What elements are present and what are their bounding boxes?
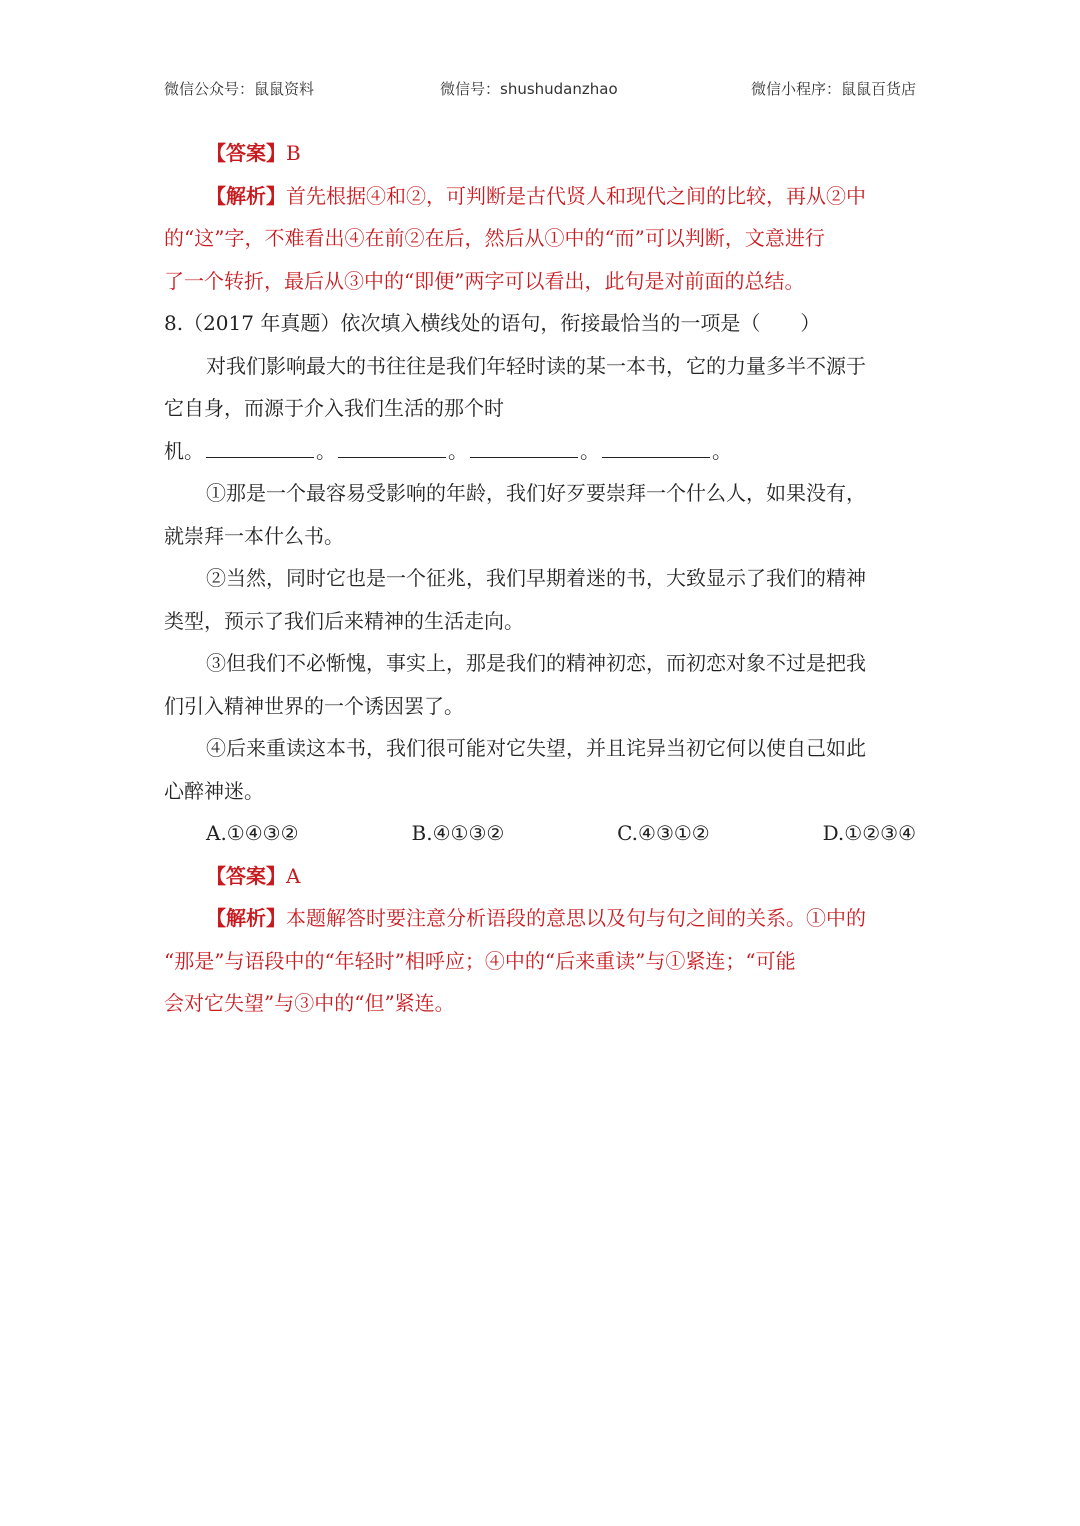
q8-answer-label: 【答案】 [206,863,286,888]
q8-analysis-text-1: 本题解答时要注意分析语段的意思以及句与句之间的关系。①中的 [286,906,866,930]
q8-item-3-line-2: 们引入精神世界的一个诱因罢了。 [164,693,464,718]
option-d: D.①②③④ [822,821,916,845]
option-c: C.④③①② [617,821,710,845]
q8-stem: 8.（2017 年真题）依次填入横线处的语句，衔接最恰当的一项是（ ） [164,311,821,335]
q8-item-4-line-1: ④后来重读这本书，我们很可能对它失望，并且诧异当初它何以使自己如此 [206,736,866,760]
answer-blank-3 [470,435,578,458]
q7-analysis-label: 【解析】 [206,183,286,208]
q8-item-1-line-1: ①那是一个最容易受影响的年龄，我们好歹要崇拜一个什么人，如果没有， [206,481,866,505]
q8-passage-line-2: 它自身，而源于介入我们生活的那个时 [164,396,504,420]
header-wechat-id: 微信号：shushudanzhao [440,80,618,98]
q7-answer [164,132,916,175]
q8-passage-tail: 机。 [164,438,204,463]
q8-answer [164,855,916,898]
q8-item-3-line-1: ③但我们不必惭愧，事实上，那是我们的精神初恋，而初恋对象不过是把我 [206,651,866,675]
q7-analysis-line-2: 的“这”字，不难看出④在前②在后，然后从①中的“而”可以判断，文意进行 [164,226,825,250]
q8-passage-line-1: 对我们影响最大的书往往是我们年轻时读的某一本书，它的力量多半不源于 [206,353,866,378]
answer-blank-2 [338,435,446,458]
q8-passage-blanks [164,430,916,473]
header-mini-program: 微信小程序：鼠鼠百货店 [750,80,916,98]
header-wechat-account: 微信公众号：鼠鼠资料 [164,80,315,98]
q8-item-2-line-2: 类型，预示了我们后来精神的生活走向。 [164,608,524,633]
blank-sep-2: 。 [448,438,468,463]
q8-item-2-line-1: ②当然，同时它也是一个征兆，我们早期着迷的书，大致显示了我们的精神 [206,566,866,590]
q7-answer-label: 【答案】 [206,141,286,165]
blank-sep-3: 。 [580,438,600,463]
q8-analysis-line-3: 会对它失望”与③中的“但”紧连。 [164,991,455,1015]
q8-analysis-line-2: “那是”与语段中的“年轻时”相呼应；④中的“后来重读”与①紧连；“可能 [164,948,796,973]
option-b: B.④①③② [411,821,505,845]
q8-analysis-line-1 [164,897,916,940]
option-a: A.①④③② [206,821,299,845]
answer-blank-1 [206,435,314,458]
q8-item-4-line-2: 心醉神迷。 [164,778,264,803]
blank-sep-1: 。 [316,438,336,463]
q7-analysis-line-1 [164,175,916,218]
q7-answer-value: B [286,141,301,165]
q8-options [164,812,916,855]
q8-item-1-line-2: 就崇拜一本什么书。 [164,523,344,548]
page-header [164,78,916,102]
q7-analysis-line-3: 了一个转折，最后从③中的“即便”两字可以看出，此句是对前面的总结。 [164,268,805,293]
document-body [164,132,916,1025]
blank-sep-4: 。 [712,438,732,463]
answer-blank-4 [602,435,710,458]
q8-analysis-label: 【解析】 [206,906,286,930]
q8-answer-value: A [286,863,301,888]
q7-analysis-text-1: 首先根据④和②，可判断是古代贤人和现代之间的比较，再从②中 [286,183,866,208]
